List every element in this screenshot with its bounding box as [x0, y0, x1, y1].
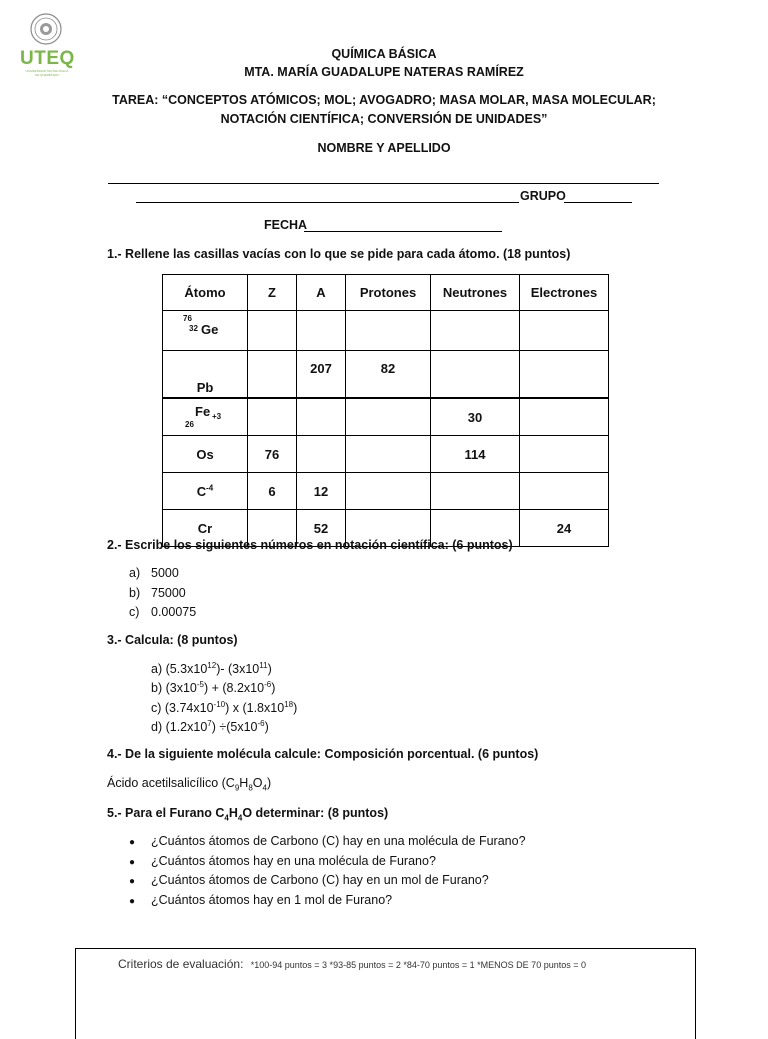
neutrons-cell[interactable] [431, 351, 520, 399]
exponent: -10 [213, 699, 226, 709]
exponent: -6 [257, 718, 265, 728]
logo-subtext: UNIVERSIDAD TECNOLÓGICA DE QUERÉTARO [25, 69, 69, 77]
table-header-row [163, 275, 609, 311]
name-line[interactable] [108, 183, 659, 184]
bullet-icon: ● [129, 895, 136, 907]
list-marker: c) [129, 605, 140, 619]
list-item [129, 891, 526, 911]
a-cell[interactable] [297, 436, 346, 473]
exponent: 12 [207, 660, 217, 670]
protons-cell[interactable]: 82 [346, 351, 431, 399]
electrons-cell[interactable] [520, 311, 609, 351]
number-value: 75000 [151, 585, 186, 600]
list-item [151, 679, 297, 698]
column-header: A [297, 275, 346, 311]
exponent: 18 [284, 699, 294, 709]
list-item [129, 564, 196, 584]
protons-cell[interactable] [346, 398, 431, 436]
z-cell[interactable]: 76 [248, 436, 297, 473]
subscript: 4 [237, 813, 243, 823]
neutrons-cell[interactable]: 30 [431, 398, 520, 436]
subscript: 4 [224, 813, 229, 823]
neutrons-cell[interactable]: 114 [431, 436, 520, 473]
question-5-title [107, 806, 389, 823]
group-line[interactable] [564, 202, 632, 203]
electrons-cell[interactable] [520, 351, 609, 399]
q5-list [129, 832, 526, 910]
expr-part: d) (1.2x10 [151, 719, 208, 734]
expr-part: ) + (8.2x10 [203, 681, 265, 696]
list-item [129, 584, 196, 604]
z-cell[interactable] [248, 311, 297, 351]
element: O [252, 776, 263, 790]
a-cell[interactable]: 207 [297, 351, 346, 399]
atom-cell [163, 398, 248, 436]
z-cell[interactable]: 6 [248, 473, 297, 510]
list-item [151, 718, 297, 737]
neutrons-cell[interactable] [431, 311, 520, 351]
bullet-icon: ● [129, 856, 136, 868]
list-item [129, 603, 196, 623]
exponent: 7 [207, 718, 212, 728]
criteria-label: Criterios de evaluación: [118, 957, 244, 971]
list-marker: a) [129, 566, 141, 580]
list-item [129, 832, 526, 852]
title-part: O determinar: (8 puntos) [242, 806, 389, 820]
date-line[interactable] [304, 231, 502, 232]
electrons-cell[interactable] [520, 436, 609, 473]
list-item [151, 699, 297, 718]
a-cell[interactable]: 52 [297, 510, 346, 547]
evaluation-criteria-box [75, 948, 696, 1039]
exponent: -6 [264, 680, 272, 690]
atom-symbol: C [196, 483, 207, 499]
list-item [151, 660, 297, 679]
expr-part: ) [264, 719, 269, 734]
question-text: ¿Cuántos átomos de Carbono (C) hay en una molécula de Furano? [151, 834, 526, 848]
table-row [163, 351, 609, 399]
question-4-title: 4.- De la siguiente molécula calcule: Composición porcentual. (6 puntos) [107, 747, 539, 761]
bullet-icon: ● [129, 876, 136, 887]
expr-part: ) [293, 700, 298, 715]
atomic-number: 26 [185, 419, 194, 429]
table-row [163, 398, 609, 436]
question-1-title: 1.- Rellene las casillas vacías con lo que se pide para cada átomo. (18 puntos) [107, 247, 571, 261]
formula-end: ) [266, 776, 272, 790]
expr-part: ) [267, 662, 272, 676]
question-text: ¿Cuántos átomos de Carbono (C) hay en un mol de Furano? [151, 873, 489, 887]
atom-symbol: Ge [201, 322, 219, 337]
atom-table [162, 274, 609, 547]
atom-cell [163, 311, 248, 351]
table-row [163, 436, 609, 473]
atom-cell [163, 436, 248, 473]
ion-charge: +3 [212, 411, 222, 421]
ion-charge: -4 [206, 483, 214, 493]
task-title-line2: NOTACIÓN CIENTÍFICA; CONVERSIÓN DE UNIDADES” [220, 112, 548, 126]
table-row [163, 311, 609, 351]
protons-cell[interactable] [346, 436, 431, 473]
molecule-formula [107, 776, 272, 793]
number-value: 5000 [151, 566, 179, 580]
table-row [163, 473, 609, 510]
group-label: GRUPO [520, 189, 566, 203]
element: H [228, 806, 238, 820]
expr-part: )- (3x10 [216, 662, 260, 676]
bullet-icon: ● [129, 837, 136, 848]
expr-part: ) [271, 681, 276, 696]
neutrons-cell[interactable] [431, 473, 520, 510]
expr-part: ) ÷(5x10 [211, 719, 258, 734]
atom-symbol: Pb [196, 380, 214, 395]
protons-cell[interactable] [346, 311, 431, 351]
element: H [239, 776, 249, 790]
z-cell[interactable] [248, 398, 297, 436]
a-cell[interactable] [297, 311, 346, 351]
title-part: 5.- Para el Furano C [107, 806, 225, 820]
atom-symbol: Fe [195, 403, 211, 419]
column-header: Protones [346, 275, 431, 311]
a-cell[interactable]: 12 [297, 473, 346, 510]
question-2-title: 2.- Escribe los siguientes números en notación científica: (6 puntos) [107, 538, 513, 552]
list-item [129, 852, 526, 872]
question-text: ¿Cuántos átomos hay en 1 mol de Furano? [151, 892, 393, 907]
list-marker: b) [129, 585, 141, 600]
name-line-2[interactable] [136, 202, 519, 203]
expr-part: ) x (1.8x10 [225, 700, 285, 715]
logo-text: UTEQ [20, 48, 75, 69]
mass-number: 76 [183, 314, 192, 323]
atomic-number: 32 [189, 324, 198, 333]
column-header: Neutrones [431, 275, 520, 311]
number-value: 0.00075 [151, 605, 197, 619]
q3-list [151, 660, 297, 737]
column-header: Electrones [520, 275, 609, 311]
expr-part: a) (5.3x10 [151, 662, 208, 676]
atom-symbol: Os [196, 446, 214, 462]
teacher-name: MTA. MARÍA GUADALUPE NATERAS RAMÍREZ [244, 65, 524, 79]
list-item [129, 871, 526, 891]
atom-symbol: Cr [197, 520, 213, 536]
column-header: Z [248, 275, 297, 311]
exponent: 11 [259, 660, 268, 670]
subscript: 9 [234, 783, 240, 793]
atom-cell [163, 351, 248, 399]
task-title-line1: TAREA: “CONCEPTOS ATÓMICOS; MOL; AVOGADRO; MASA MOLAR, MASA MOLECULAR; [112, 93, 656, 107]
protons-cell[interactable] [346, 473, 431, 510]
question-text: ¿Cuántos átomos hay en una molécula de Furano? [151, 853, 436, 868]
atom-cell [163, 473, 248, 510]
date-label: FECHA [264, 218, 308, 232]
criteria-text: *100-94 puntos = 3 *93-85 puntos = 2 *84-70 puntos = 1 *MENOS DE 70 puntos = 0 [250, 960, 586, 970]
expr-part: b) (3x10 [151, 681, 197, 696]
molecule-name: Ácido acetilsalicílico (C [107, 776, 235, 790]
expr-part: c) (3.74x10 [151, 700, 214, 715]
q2-list [129, 564, 196, 623]
name-label: NOMBRE Y APELLIDO [317, 141, 451, 155]
subject-title: QUÍMICA BÁSICA [331, 47, 437, 61]
electrons-cell[interactable]: 24 [520, 510, 609, 547]
subscript: 8 [248, 783, 253, 793]
column-header: Átomo [163, 275, 248, 311]
electrons-cell[interactable] [520, 398, 609, 436]
exponent: -5 [196, 680, 204, 690]
a-cell[interactable] [297, 398, 346, 436]
z-cell[interactable] [248, 351, 297, 399]
subscript: 4 [262, 783, 267, 793]
electrons-cell[interactable] [520, 473, 609, 510]
question-3-title: 3.- Calcula: (8 puntos) [107, 633, 238, 647]
